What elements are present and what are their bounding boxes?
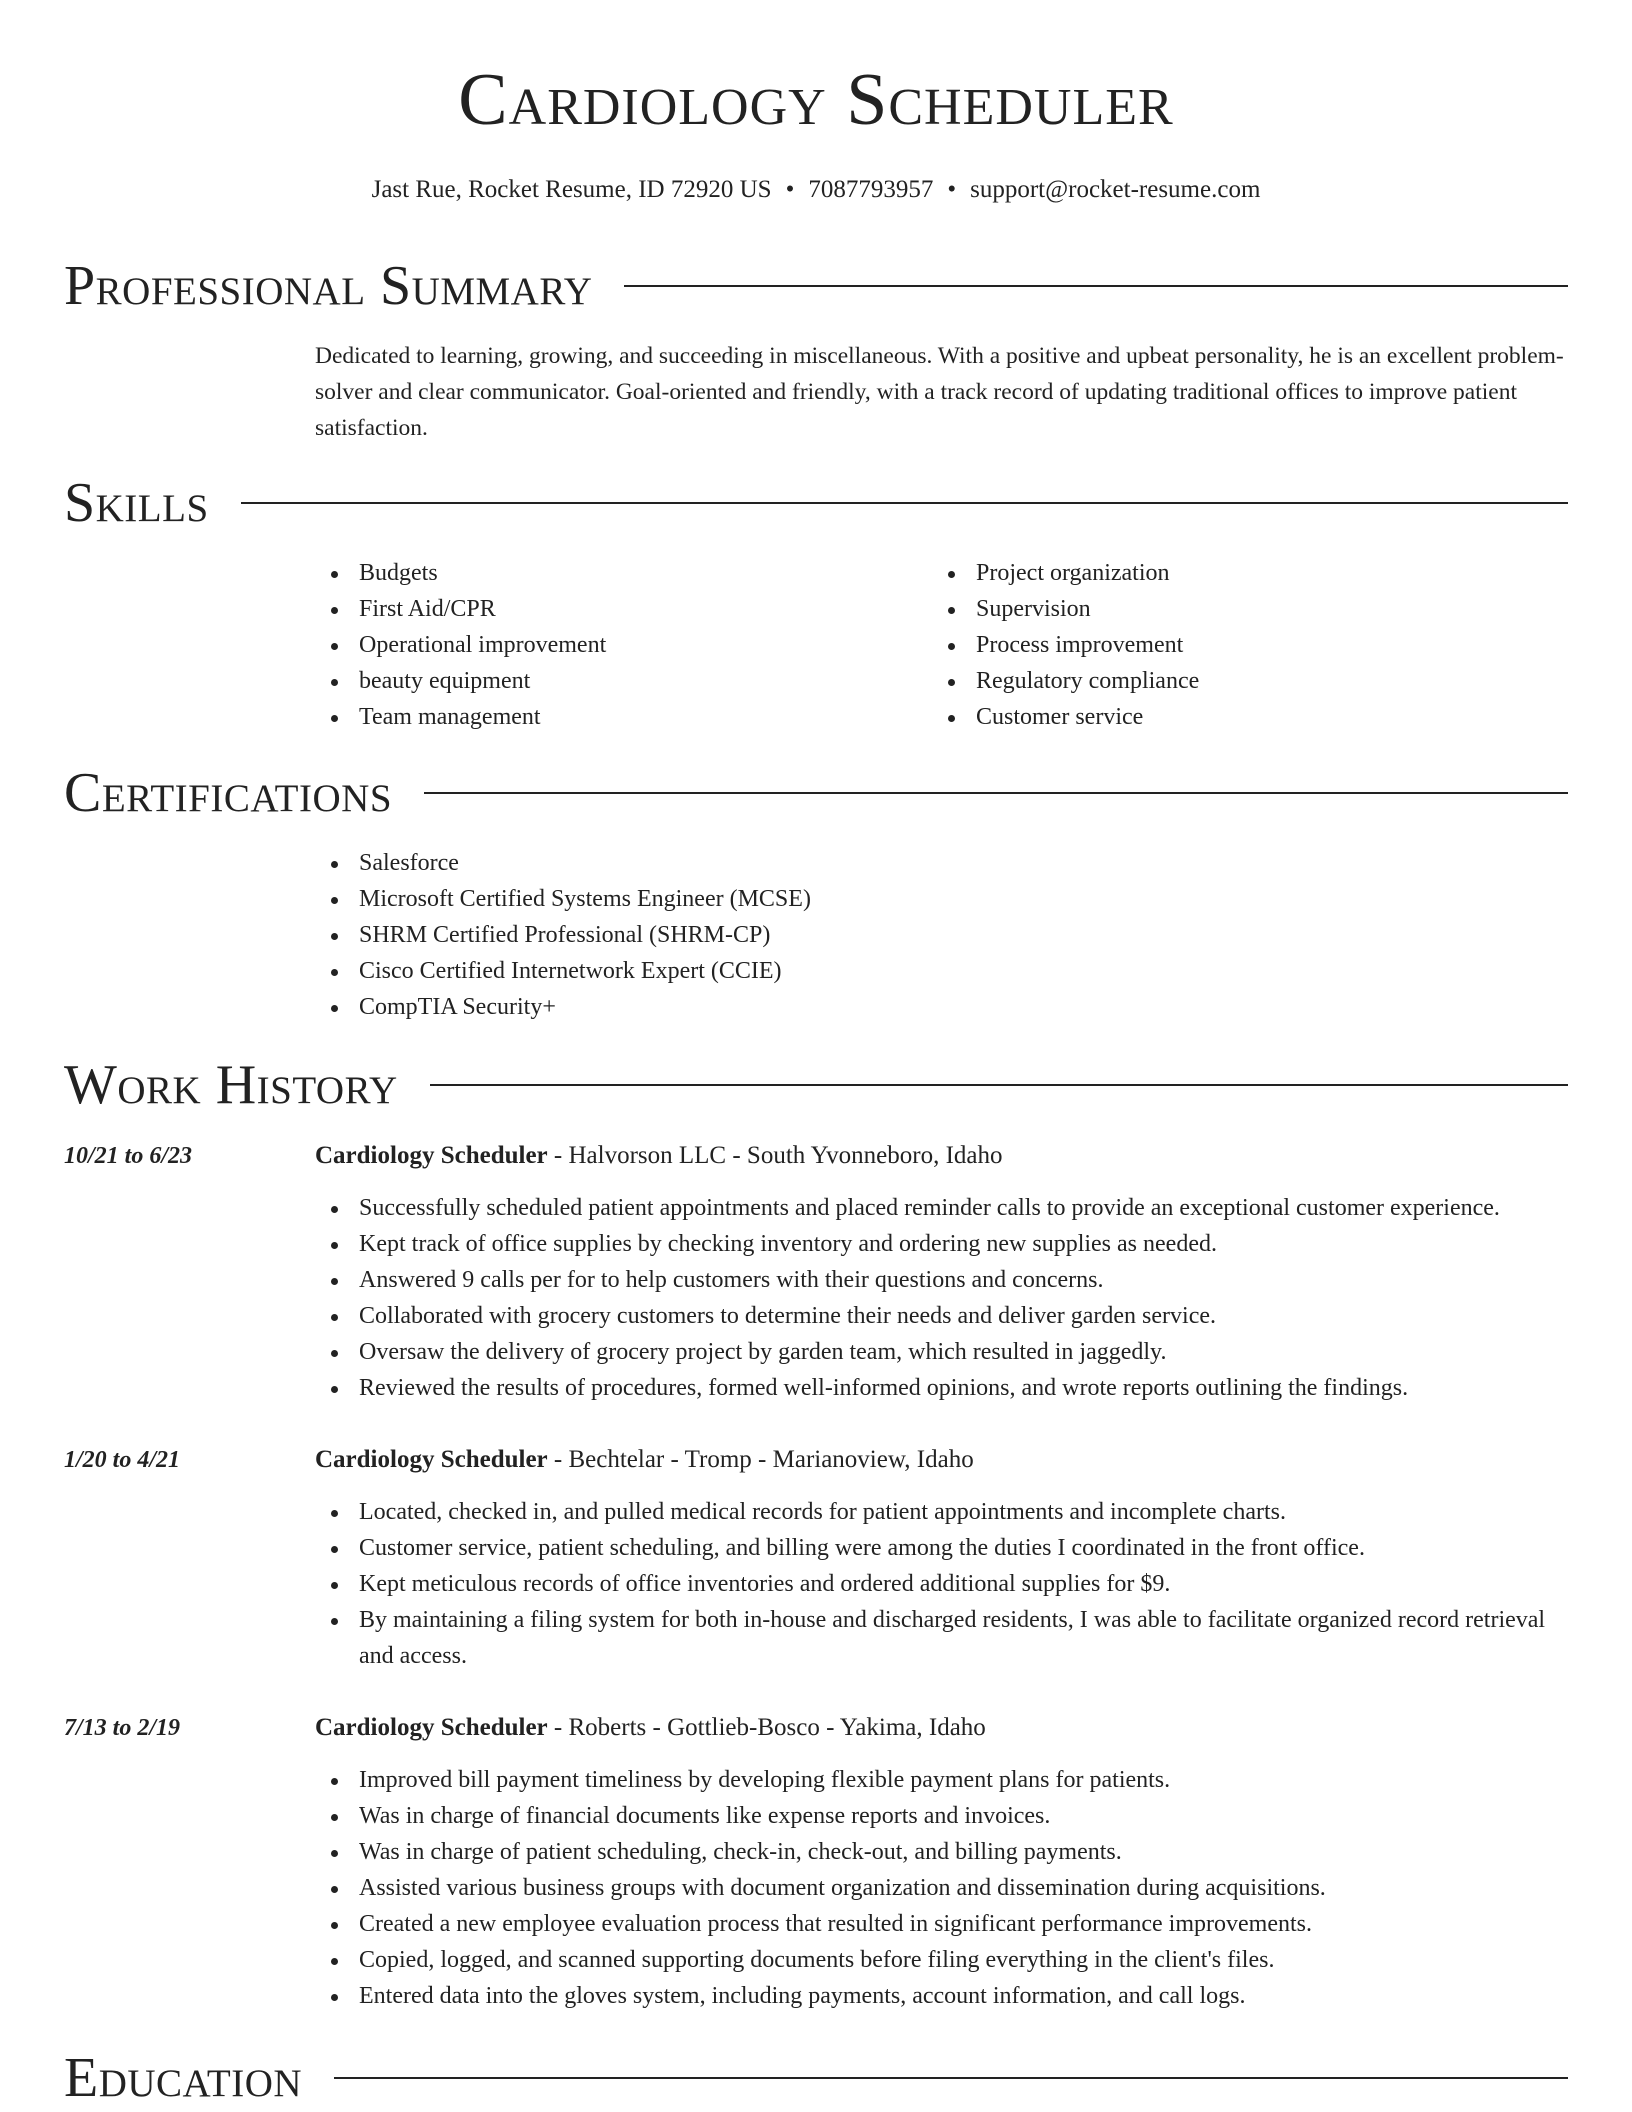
- section-divider: [424, 792, 1568, 794]
- contact-line: [0, 175, 1632, 205]
- job-dates: 7/13 to 2/19: [64, 1715, 181, 1741]
- job-title: Cardiology Scheduler: [315, 1714, 548, 1741]
- job-dates: 10/21 to 6/23: [64, 1143, 193, 1169]
- skills-list-left: [315, 555, 875, 735]
- job-company: - Bechtelar - Tromp - Marianoview, Idaho: [547, 1446, 974, 1473]
- skill-item: beauty equipment: [315, 663, 875, 699]
- section-header-education: [64, 2046, 1568, 2110]
- email-link[interactable]: support@rocket-resume.com: [970, 176, 1261, 203]
- job-bullet: Answered 9 calls per for to help customers with their questions and concerns.: [315, 1262, 1568, 1298]
- section-title: Education: [64, 2047, 303, 2109]
- job-title-line: [315, 1138, 1568, 1174]
- job-bullet: Successfully scheduled patient appointments and placed reminder calls to provide an exceptional customer experience.: [315, 1190, 1568, 1226]
- section-divider: [430, 1084, 1568, 1086]
- job-bullets: [315, 1190, 1568, 1406]
- job-bullet: Assisted various business groups with document organization and dissemination during acquisitions.: [315, 1870, 1568, 1906]
- skills-list-right: [932, 555, 1532, 735]
- section-divider: [334, 2077, 1568, 2079]
- job-bullet: Kept meticulous records of office inventories and ordered additional supplies for $9.: [315, 1566, 1568, 1602]
- job-title: Cardiology Scheduler: [315, 1446, 548, 1473]
- job-bullet: Oversaw the delivery of grocery project by garden team, which resulted in jaggedly.: [315, 1334, 1568, 1370]
- skill-item: Budgets: [315, 555, 875, 591]
- section-header-certifications: [64, 761, 1568, 825]
- skill-item: Process improvement: [932, 627, 1532, 663]
- certification-item: Salesforce: [315, 845, 1515, 881]
- section-title: Work History: [64, 1054, 398, 1116]
- section-title: Skills: [64, 472, 209, 534]
- address: Jast Rue, Rocket Resume, ID 72920 US: [371, 176, 772, 203]
- phone-number: 7087793957: [808, 176, 934, 203]
- skill-item: Project organization: [932, 555, 1532, 591]
- job-bullet: Was in charge of financial documents like expense reports and invoices.: [315, 1798, 1568, 1834]
- section-header-work-history: [64, 1053, 1568, 1117]
- job-bullet: Was in charge of patient scheduling, check-in, check-out, and billing payments.: [315, 1834, 1568, 1870]
- section-header-skills: [64, 471, 1568, 535]
- separator-dot: •: [947, 176, 957, 203]
- job-title-line: [315, 1442, 1568, 1478]
- job-company: - Roberts - Gottlieb-Bosco - Yakima, Idaho: [547, 1714, 986, 1741]
- skill-item: Operational improvement: [315, 627, 875, 663]
- separator-dot: •: [785, 176, 795, 203]
- section-title: Certifications: [64, 762, 393, 824]
- section-divider: [241, 502, 1568, 504]
- job-title-line: [315, 1710, 1568, 1746]
- job-title: Cardiology Scheduler: [315, 1142, 548, 1169]
- job-company: - Halvorson LLC - South Yvonneboro, Idaho: [547, 1142, 1003, 1169]
- summary-text: Dedicated to learning, growing, and succeeding in miscellaneous. With a positive and upbeat personality, he is an excellent problem-solver and clear communicator. Goal-oriented and friendly, with a track record of updating traditional offices to improve patient satisfaction.: [315, 343, 1564, 441]
- job-bullet: Copied, logged, and scanned supporting documents before filing everything in the client's files.: [315, 1942, 1568, 1978]
- certification-item: Cisco Certified Internetwork Expert (CCIE): [315, 953, 1515, 989]
- skill-item: First Aid/CPR: [315, 591, 875, 627]
- job-bullet: Reviewed the results of procedures, formed well-informed opinions, and wrote reports outlining the findings.: [315, 1370, 1568, 1406]
- job-bullet: By maintaining a filing system for both in-house and discharged residents, I was able to facilitate organized record retrieval and access.: [315, 1602, 1568, 1674]
- job-bullet: Kept track of office supplies by checking inventory and ordering new supplies as needed.: [315, 1226, 1568, 1262]
- certification-item: Microsoft Certified Systems Engineer (MCSE): [315, 881, 1515, 917]
- job-bullets: [315, 1762, 1568, 2014]
- certification-item: CompTIA Security+: [315, 989, 1515, 1025]
- skill-item: Supervision: [932, 591, 1532, 627]
- skill-item: Team management: [315, 699, 875, 735]
- certification-item: SHRM Certified Professional (SHRM-CP): [315, 917, 1515, 953]
- job-bullet: Collaborated with grocery customers to determine their needs and deliver garden service.: [315, 1298, 1568, 1334]
- job-bullet: Improved bill payment timeliness by developing flexible payment plans for patients.: [315, 1762, 1568, 1798]
- job-bullet: Created a new employee evaluation process that resulted in significant performance improvements.: [315, 1906, 1568, 1942]
- certifications-list: [315, 845, 1515, 1025]
- job-bullet: Customer service, patient scheduling, and billing were among the duties I coordinated in the front office.: [315, 1530, 1568, 1566]
- section-divider: [624, 285, 1568, 287]
- job-bullets: [315, 1494, 1568, 1674]
- job-bullet: Located, checked in, and pulled medical records for patient appointments and incomplete charts.: [315, 1494, 1568, 1530]
- skill-item: Customer service: [932, 699, 1532, 735]
- section-header-summary: [64, 254, 1568, 318]
- skill-item: Regulatory compliance: [932, 663, 1532, 699]
- candidate-name: Cardiology Scheduler: [458, 59, 1174, 141]
- job-bullet: Entered data into the gloves system, including payments, account information, and call logs.: [315, 1978, 1568, 2014]
- section-title: Professional Summary: [64, 255, 593, 317]
- job-dates: 1/20 to 4/21: [64, 1447, 181, 1473]
